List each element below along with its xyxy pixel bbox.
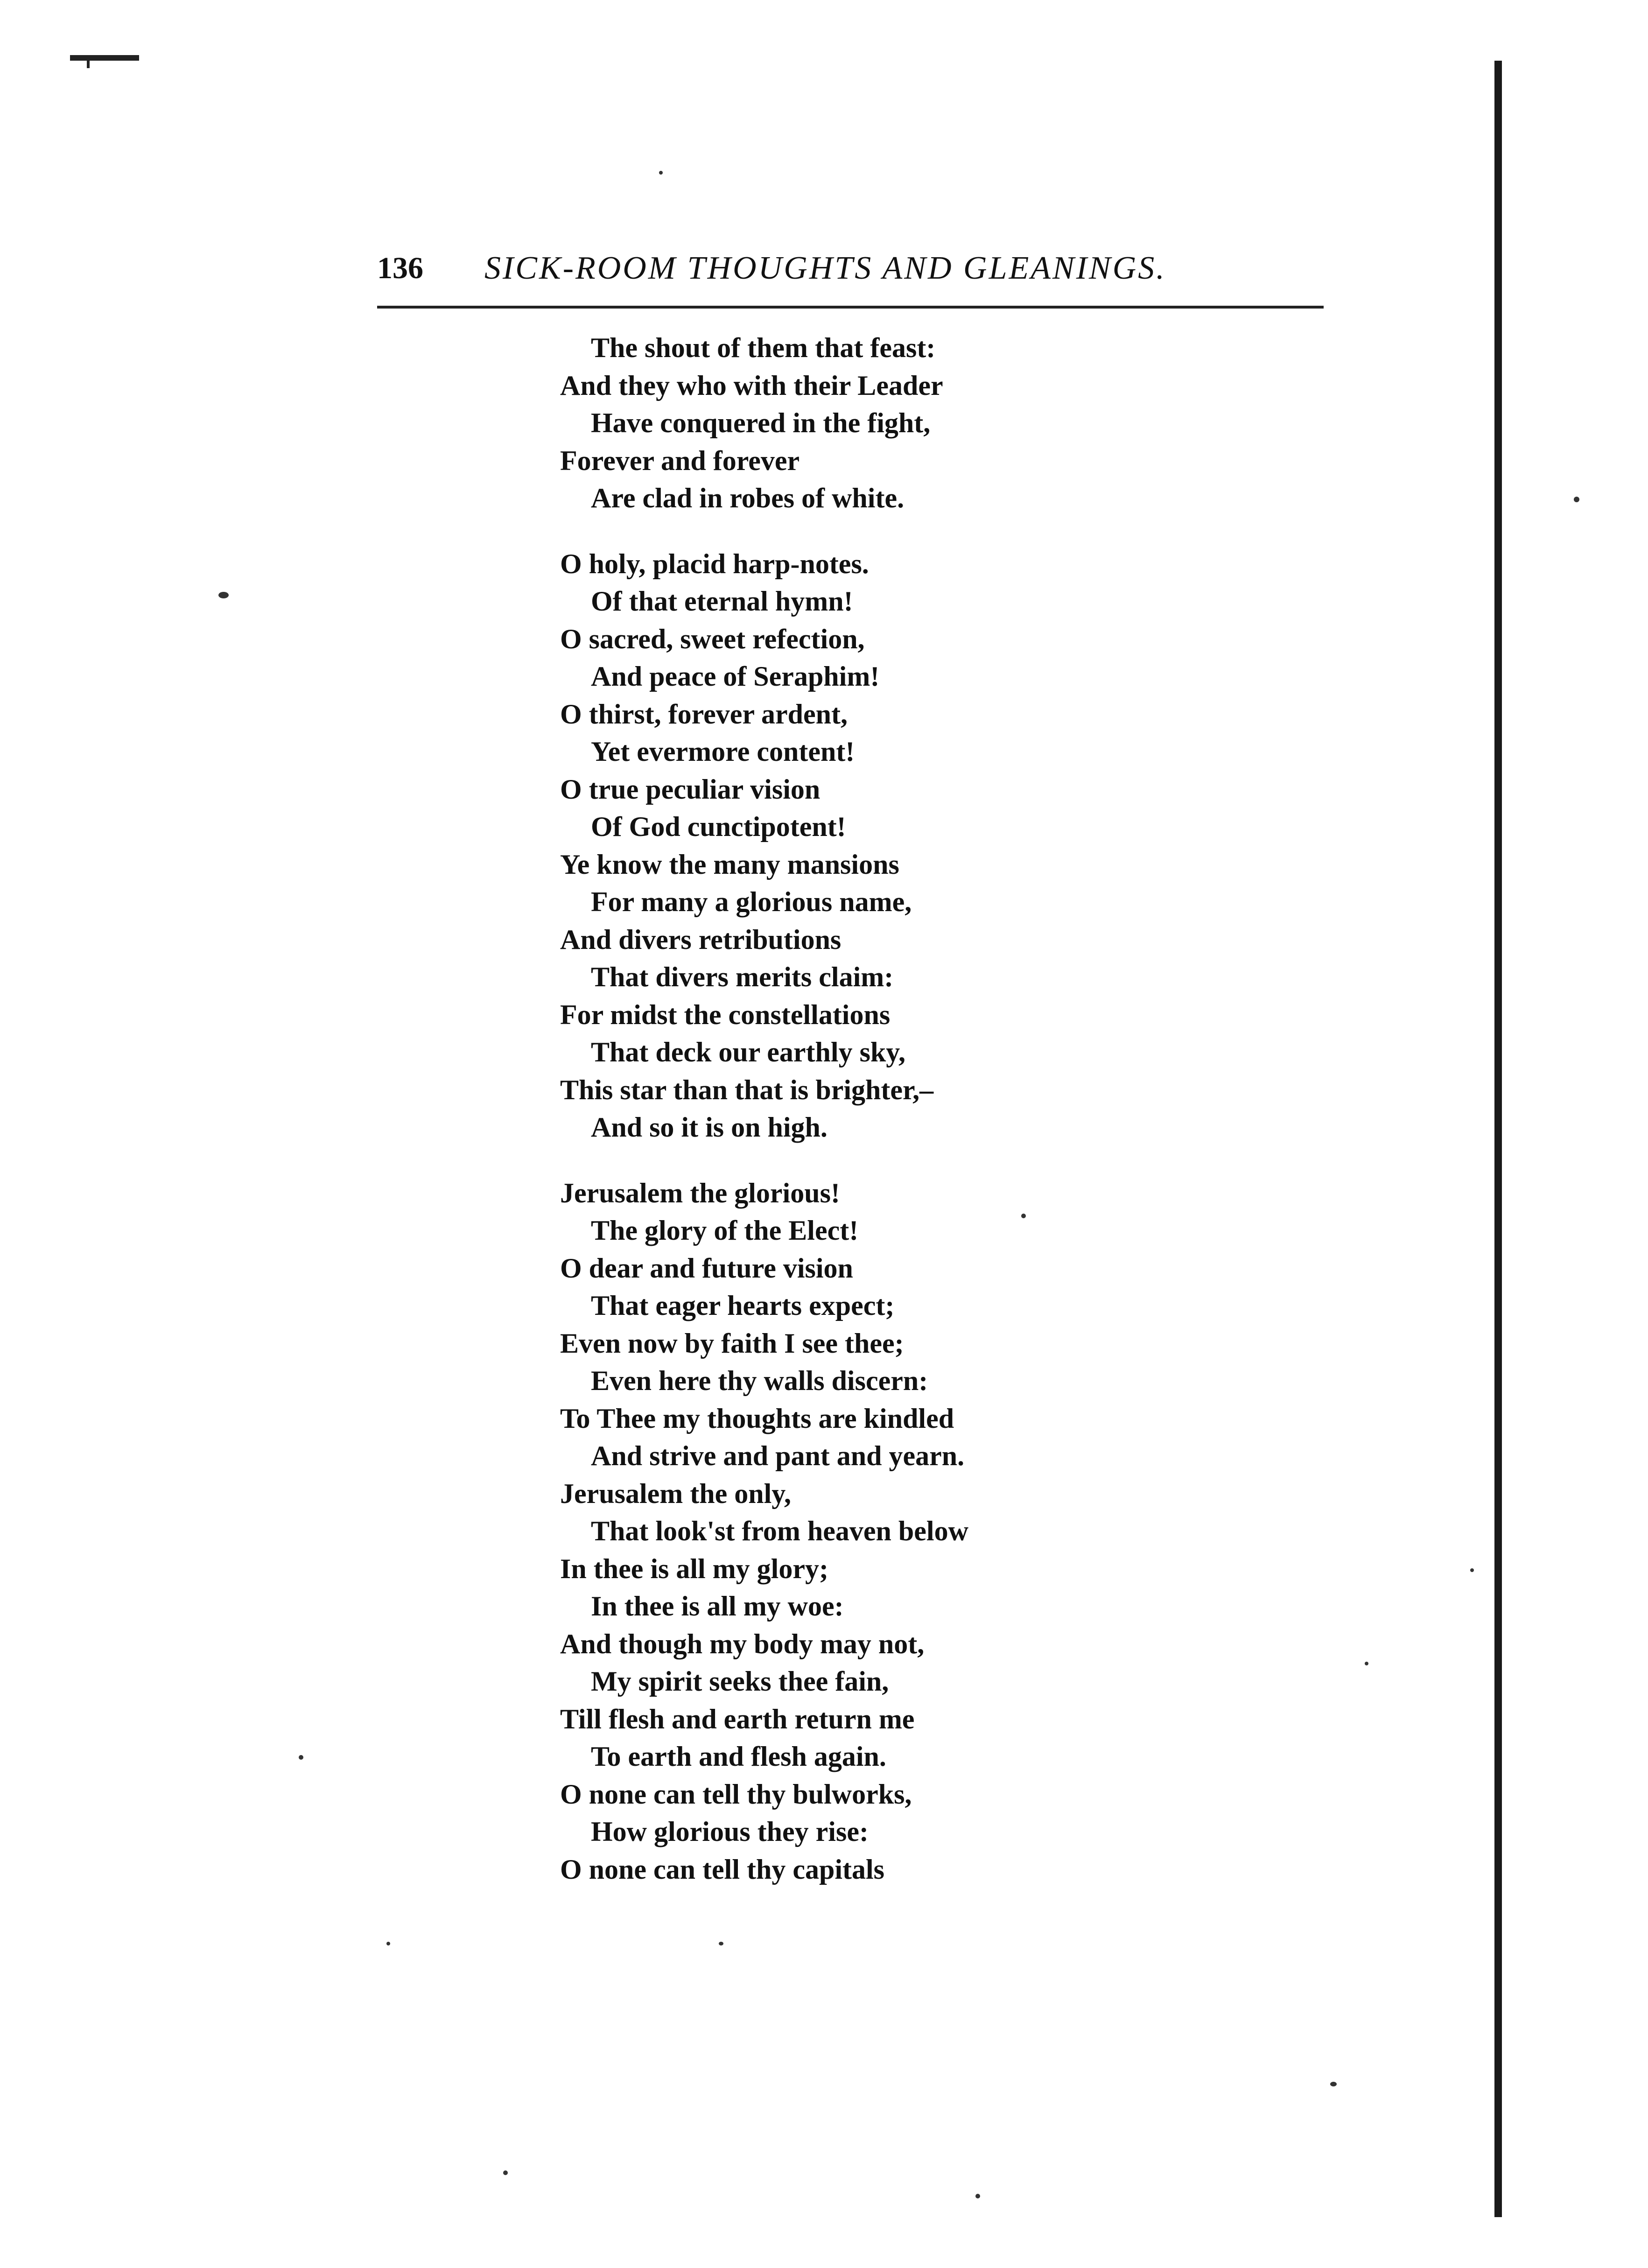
poem-line: And so it is on high. <box>591 1112 828 1143</box>
stanza <box>560 1174 1307 1889</box>
poem-line: And though my body may not, <box>560 1628 925 1659</box>
poem-line: Jerusalem the only, <box>560 1478 791 1509</box>
poem-line: O thirst, forever ardent, <box>560 698 848 730</box>
scan-speck <box>1021 1214 1026 1218</box>
poem-line: Forever and forever <box>560 445 800 476</box>
poem-line: Are clad in robes of white. <box>591 483 905 513</box>
scan-speck <box>975 2194 980 2198</box>
scan-speck <box>719 1942 723 1945</box>
poem-line: This star than that is brighter,– <box>560 1074 934 1105</box>
poem-line: That eager hearts expect; <box>591 1290 895 1321</box>
poem-line: And strive and pant and yearn. <box>591 1440 965 1471</box>
poem-line: That look'st from heaven below <box>591 1516 968 1546</box>
poem-line: The shout of them that feast: <box>591 332 936 363</box>
poem-line: For many a glorious name, <box>591 886 912 917</box>
poem-line: And peace of Seraphim! <box>591 661 880 692</box>
poem-line: O sacred, sweet refection, <box>560 623 865 654</box>
poem-line: The glory of the Elect! <box>591 1215 859 1246</box>
poem-line: In thee is all my woe: <box>591 1591 844 1622</box>
poem-line: How glorious they rise: <box>591 1816 869 1847</box>
poem-line: Have conquered in the fight, <box>591 407 931 438</box>
page-edge-rule <box>1494 61 1502 2217</box>
page-number: 136 <box>377 251 423 285</box>
poem-line: Even here thy walls discern: <box>591 1365 928 1396</box>
stanza <box>560 545 1307 1146</box>
poem-line: And they who with their Leader <box>560 370 943 401</box>
scan-speck <box>386 1942 390 1945</box>
page-scan-mark-tick <box>87 55 90 68</box>
poem-line: Of God cunctipotent! <box>591 811 846 842</box>
scan-speck <box>1330 2082 1337 2086</box>
poem-line: My spirit seeks thee fain, <box>591 1666 889 1697</box>
poem-line: That deck our earthly sky, <box>591 1037 905 1067</box>
scan-speck <box>503 2170 508 2175</box>
poem-line: Even now by faith I see thee; <box>560 1327 904 1359</box>
scan-speck <box>299 1755 303 1760</box>
poem-line: Yet evermore content! <box>591 736 855 767</box>
scan-speck <box>218 592 229 598</box>
poem-line: To earth and flesh again. <box>591 1741 886 1772</box>
poem-line: And divers retributions <box>560 924 842 955</box>
poem-line: O none can tell thy capitals <box>560 1854 885 1885</box>
scan-speck <box>1574 497 1579 502</box>
scan-speck <box>1470 1568 1474 1572</box>
poem-line: Of that eternal hymn! <box>591 586 853 617</box>
poem-line: O none can tell thy bulworks, <box>560 1778 912 1810</box>
header-rule <box>377 306 1324 309</box>
stanza <box>560 329 1307 517</box>
page-header <box>377 243 1357 294</box>
poem-line: O dear and future vision <box>560 1252 853 1284</box>
scan-speck <box>659 171 663 175</box>
poem-line: For midst the constellations <box>560 999 891 1030</box>
scan-speck <box>1365 1662 1368 1665</box>
poem-line: In thee is all my glory; <box>560 1553 828 1584</box>
page-scan-mark <box>70 55 139 61</box>
poem-body <box>560 329 1307 1888</box>
poem-line: Ye know the many mansions <box>560 849 899 880</box>
poem-line: O holy, placid harp-notes. <box>560 548 869 579</box>
poem-line: To Thee my thoughts are kindled <box>560 1403 954 1434</box>
running-title: SICK-ROOM THOUGHTS AND GLEANINGS. <box>484 250 1166 286</box>
poem-line: Jerusalem the glorious! <box>560 1177 840 1208</box>
poem-line: That divers merits claim: <box>591 962 894 992</box>
poem-line: O true peculiar vision <box>560 773 820 805</box>
poem-line: Till flesh and earth return me <box>560 1703 915 1734</box>
